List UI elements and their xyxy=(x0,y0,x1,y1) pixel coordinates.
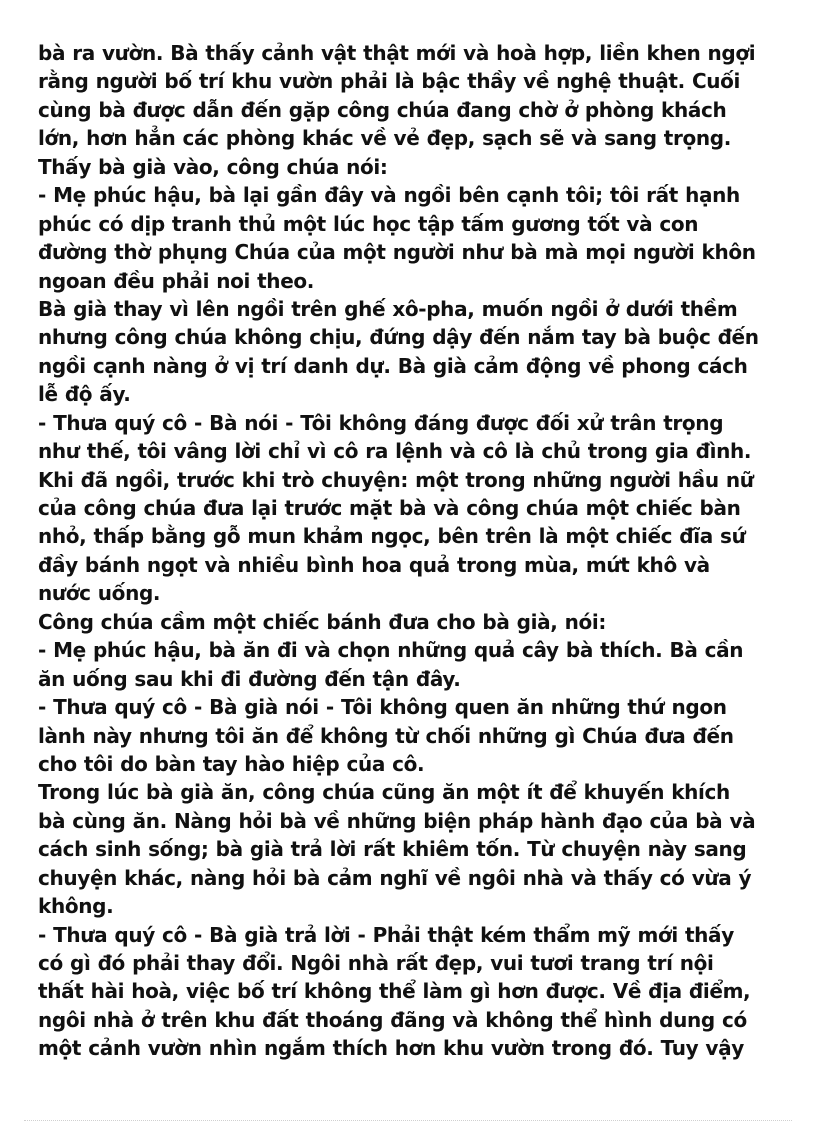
text-line: đường thờ phụng Chúa của một người như bà mà mọi người khôn xyxy=(38,240,756,265)
text-line: phúc có dịp tranh thủ một lúc học tập tấm gương tốt và con xyxy=(38,211,699,236)
text-line: nhưng công chúa không chịu, đứng dậy đến nắm tay bà buộc đến xyxy=(38,325,759,350)
document-page xyxy=(38,39,788,1063)
text-line: - Mẹ phúc hậu, bà ăn đi và chọn những quả cây bà thích. Bà cần xyxy=(38,638,744,663)
text-line: thất hài hoà, việc bố trí không thể làm gì hơn được. Về địa điểm, xyxy=(38,979,751,1004)
text-line: như thế, tôi vâng lời chỉ vì cô ra lệnh và cô là chủ trong gia đình. xyxy=(38,439,752,464)
text-line: Công chúa cầm một chiếc bánh đưa cho bà già, nói: xyxy=(38,609,607,634)
text-line: ngoan đều phải noi theo. xyxy=(38,268,315,293)
text-line: chuyện khác, nàng hỏi bà cảm nghĩ về ngôi nhà và thấy có vừa ý xyxy=(38,865,752,890)
document-body xyxy=(38,39,788,1063)
text-line: - Thưa quý cô - Bà nói - Tôi không đáng được đối xử trân trọng xyxy=(38,410,724,435)
text-line: nhỏ, thấp bằng gỗ mun khảm ngọc, bên trên là một chiếc đĩa sứ xyxy=(38,524,746,549)
text-line: rằng người bố trí khu vườn phải là bậc thầy về nghệ thuật. Cuối xyxy=(38,69,741,94)
page-bottom-divider xyxy=(24,1120,792,1121)
text-line: bà ra vườn. Bà thấy cảnh vật thật mới và hoà hợp, liền khen ngợi xyxy=(38,41,756,65)
text-line: của công chúa đưa lại trước mặt bà và công chúa một chiếc bàn xyxy=(38,496,741,520)
text-line: Trong lúc bà già ăn, công chúa cũng ăn một ít để khuyến khích xyxy=(38,780,730,805)
text-line: một cảnh vườn nhìn ngắm thích hơn khu vườn trong đó. Tuy vậy xyxy=(38,1036,744,1061)
text-line: - Mẹ phúc hậu, bà lại gần đây và ngồi bên cạnh tôi; tôi rất hạnh xyxy=(38,183,740,208)
text-line: - Thưa quý cô - Bà già nói - Tôi không quen ăn những thứ ngon xyxy=(38,695,727,720)
text-line: ăn uống sau khi đi đường đến tận đây. xyxy=(38,666,461,691)
text-line: ngôi nhà ở trên khu đất thoáng đãng và không thể hình dung có xyxy=(38,1007,747,1032)
text-line: cùng bà được dẫn đến gặp công chúa đang chờ ở phòng khách xyxy=(38,97,727,122)
text-line: nước uống. xyxy=(38,581,161,606)
text-line: lớn, hơn hẳn các phòng khác về vẻ đẹp, sạch sẽ và sang trọng. xyxy=(38,126,732,151)
text-line: bà cùng ăn. Nàng hỏi bà về những biện pháp hành đạo của bà và xyxy=(38,808,756,833)
text-line: Thấy bà già vào, công chúa nói: xyxy=(38,154,388,179)
text-line: không. xyxy=(38,894,114,919)
text-line: Bà già thay vì lên ngồi trên ghế xô-pha, muốn ngồi ở dưới thềm xyxy=(38,296,738,321)
text-line: đầy bánh ngọt và nhiều bình hoa quả trong mùa, mứt khô và xyxy=(38,552,710,577)
text-line: lễ độ ấy. xyxy=(38,382,131,407)
text-line: - Thưa quý cô - Bà già trả lời - Phải thật kém thẩm mỹ mới thấy xyxy=(38,922,734,947)
text-line: cho tôi do bàn tay hào hiệp của cô. xyxy=(38,751,425,776)
text-line: lành này nhưng tôi ăn để không từ chối những gì Chúa đưa đến xyxy=(38,723,734,748)
text-line: có gì đó phải thay đổi. Ngôi nhà rất đẹp, vui tươi trang trí nội xyxy=(38,951,714,975)
text-line: ngồi cạnh nàng ở vị trí danh dự. Bà già cảm động về phong cách xyxy=(38,353,748,378)
text-line: cách sinh sống; bà già trả lời rất khiêm tốn. Từ chuyện này sang xyxy=(38,837,747,862)
text-line: Khi đã ngồi, trước khi trò chuyện: một trong những người hầu nữ xyxy=(38,467,754,492)
